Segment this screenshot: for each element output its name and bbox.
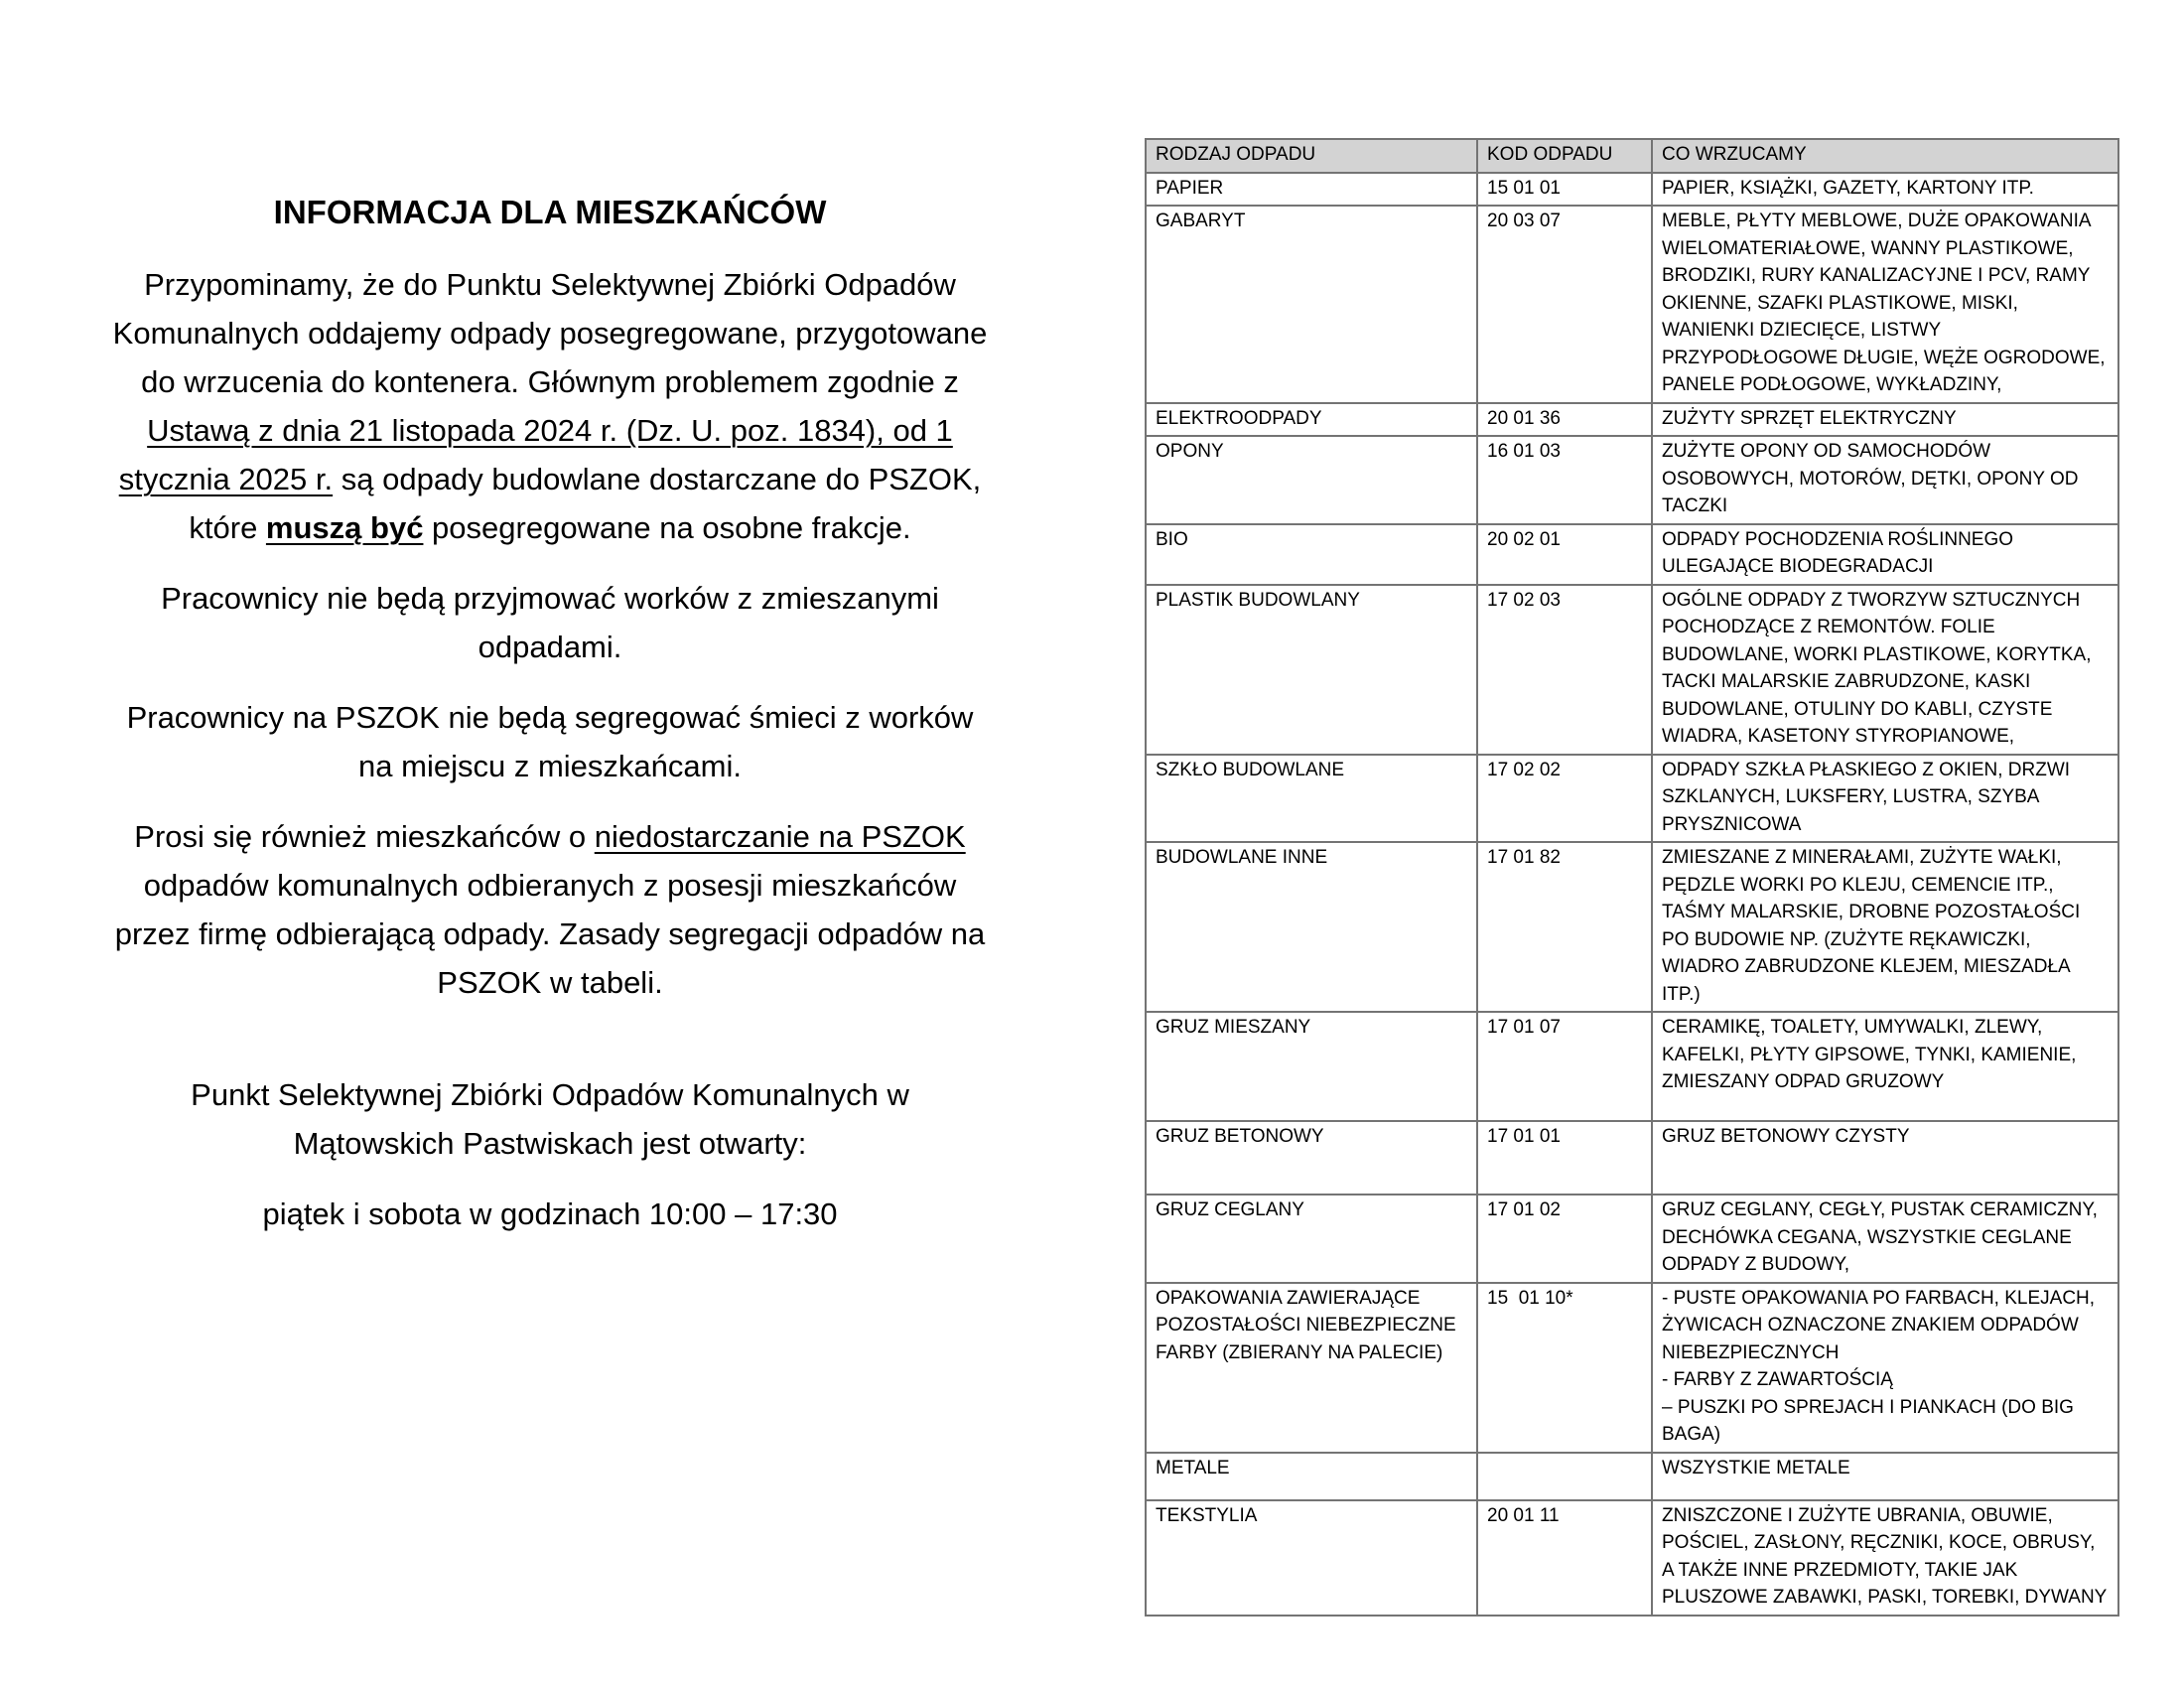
cell-kod-odpadu: 16 01 03 [1477, 436, 1652, 524]
cell-co-wrzucamy: ZUŻYTE OPONY OD SAMOCHODÓW OSOBOWYCH, MOTORÓW, DĘTKI, OPONY OD TACZKI [1652, 436, 2118, 524]
cell-rodzaj-odpadu: BUDOWLANE INNE [1146, 842, 1477, 1012]
cell-kod-odpadu: 15 01 01 [1477, 173, 1652, 207]
cell-co-wrzucamy: WSZYSTKIE METALE [1652, 1453, 2118, 1500]
table-row [1146, 585, 2118, 755]
table-row [1146, 206, 2118, 403]
cell-rodzaj-odpadu: TEKSTYLIA [1146, 1500, 1477, 1616]
text-segment: niedostarczanie na PSZOK [594, 819, 966, 854]
text-segment: muszą być [265, 510, 424, 545]
cell-kod-odpadu: 20 01 36 [1477, 403, 1652, 437]
cell-kod-odpadu: 17 01 07 [1477, 1012, 1652, 1121]
notice-paragraph-opening-hours-location [107, 1070, 993, 1168]
table-body [1146, 173, 2118, 1616]
table-row [1146, 1121, 2118, 1195]
cell-rodzaj-odpadu: GRUZ CEGLANY [1146, 1195, 1477, 1283]
text-segment: Prosi się również mieszkańców o [134, 819, 595, 854]
text-segment: są odpady budowlane dostarczane do PSZOK, które [189, 462, 982, 545]
cell-co-wrzucamy: PAPIER, KSIĄŻKI, GAZETY, KARTONY ITP. [1652, 173, 2118, 207]
column-header-kod-odpadu: KOD ODPADU [1477, 139, 1652, 173]
text-segment: Przypominamy, że do Punktu Selektywnej Zbiórki Odpadów Komunalnych oddajemy odpady posegregowane, przygotowane do wrzucenia do kontenera. Głównym problemem zgodnie z [112, 267, 988, 399]
cell-co-wrzucamy: ODPADY SZKŁA PŁASKIEGO Z OKIEN, DRZWI SZKLANYCH, LUKSFERY, LUSTRA, SZYBA PRYSZNICOWA [1652, 755, 2118, 843]
table-row [1146, 403, 2118, 437]
cell-kod-odpadu: 20 02 01 [1477, 524, 1652, 585]
text-segment: posegregowane na osobne frakcje. [423, 510, 911, 545]
cell-rodzaj-odpadu: GRUZ MIESZANY [1146, 1012, 1477, 1121]
cell-kod-odpadu: 17 02 02 [1477, 755, 1652, 843]
cell-co-wrzucamy: OGÓLNE ODPADY Z TWORZYW SZTUCZNYCH POCHODZĄCE Z REMONTÓW. FOLIE BUDOWLANE, WORKI PLASTIKOWE, KORYTKA, TACKI MALARSKIE ZABRUDZONE, KASKI BUDOWLANE, OTULINY DO KABLI, CZYSTE WIADRA, KASETONY STYROPIANOWE, [1652, 585, 2118, 755]
table-row [1146, 1012, 2118, 1121]
cell-rodzaj-odpadu: METALE [1146, 1453, 1477, 1500]
cell-rodzaj-odpadu: BIO [1146, 524, 1477, 585]
cell-co-wrzucamy: GRUZ BETONOWY CZYSTY [1652, 1121, 2118, 1195]
cell-rodzaj-odpadu: GABARYT [1146, 206, 1477, 403]
cell-co-wrzucamy: ODPADY POCHODZENIA ROŚLINNEGO ULEGAJĄCE BIODEGRADACJI [1652, 524, 2118, 585]
column-header-co-wrzucamy: CO WRZUCAMY [1652, 139, 2118, 173]
cell-co-wrzucamy: MEBLE, PŁYTY MEBLOWE, DUŻE OPAKOWANIA WIELOMATERIAŁOWE, WANNY PLASTIKOWE, BRODZIKI, RURY KANALIZACYJNE I PCV, RAMY OKIENNE, SZAFKI PLASTIKOWE, MISKI, WANIENKI DZIECIĘCE, LISTWY PRZYPODŁOGOWE DŁUGIE, WĘŻE OGRODOWE, PANELE PODŁOGOWE, WYKŁADZINY, [1652, 206, 2118, 403]
cell-rodzaj-odpadu: GRUZ BETONOWY [1146, 1121, 1477, 1195]
cell-kod-odpadu: 20 01 11 [1477, 1500, 1652, 1616]
cell-co-wrzucamy: ZNISZCZONE I ZUŻYTE UBRANIA, OBUWIE, POŚCIEL, ZASŁONY, RĘCZNIKI, KOCE, OBRUSY, A TAKŻE INNE PRZEDMIOTY, TAKIE JAK PLUSZOWE ZABAWKI, PASKI, TOREBKI, DYWANY [1652, 1500, 2118, 1616]
table-row [1146, 436, 2118, 524]
text-segment: Ustawą z dnia 21 listopada 2024 r. (Dz. U. poz. 1834), od 1 stycznia 2025 r. [118, 413, 953, 496]
table-row [1146, 755, 2118, 843]
table-row [1146, 524, 2118, 585]
cell-rodzaj-odpadu: SZKŁO BUDOWLANE [1146, 755, 1477, 843]
cell-kod-odpadu: 15 01 10* [1477, 1283, 1652, 1453]
notice-paragraph-3 [107, 693, 993, 790]
table-row [1146, 173, 2118, 207]
notice-title: INFORMACJA DLA MIESZKAŃCÓW [273, 194, 827, 230]
cell-kod-odpadu: 17 01 02 [1477, 1195, 1652, 1283]
cell-rodzaj-odpadu: OPAKOWANIA ZAWIERAJĄCE POZOSTAŁOŚCI NIEBEZPIECZNE FARBY (ZBIERANY NA PALECIE) [1146, 1283, 1477, 1453]
cell-co-wrzucamy: ZUŻYTY SPRZĘT ELEKTRYCZNY [1652, 403, 2118, 437]
cell-rodzaj-odpadu: OPONY [1146, 436, 1477, 524]
table-row [1146, 1283, 2118, 1453]
table-row [1146, 1500, 2118, 1616]
cell-kod-odpadu [1477, 1453, 1652, 1500]
notice-paragraph-opening-hours-time [107, 1190, 993, 1238]
table-row [1146, 1195, 2118, 1283]
table-row [1146, 1453, 2118, 1500]
table-row [1146, 842, 2118, 1012]
notice-paragraph-4 [107, 812, 993, 1007]
cell-kod-odpadu: 17 02 03 [1477, 585, 1652, 755]
text-segment: odpadów komunalnych odbieranych z posesji mieszkańców przez firmę odbierającą odpady. Zasady segregacji odpadów na PSZOK w tabeli. [114, 868, 986, 1000]
text-segment: Pracownicy nie będą przyjmować worków z zmieszanymi odpadami. [161, 581, 939, 664]
text-segment: Pracownicy na PSZOK nie będą segregować śmieci z worków na miejscu z mieszkańcami. [126, 700, 974, 783]
cell-co-wrzucamy: GRUZ CEGLANY, CEGŁY, PUSTAK CERAMICZNY, DECHÓWKA CEGANA, WSZYSTKIE CEGLANE ODPADY Z BUDOWY, [1652, 1195, 2118, 1283]
text-segment: piątek i sobota w godzinach 10:00 – 17:30 [262, 1196, 838, 1231]
waste-sorting-table [1145, 138, 2119, 1617]
cell-kod-odpadu: 17 01 82 [1477, 842, 1652, 1012]
text-segment: Punkt Selektywnej Zbiórki Odpadów Komunalnych w Mątowskich Pastwiskach jest otwarty: [191, 1077, 909, 1161]
cell-rodzaj-odpadu: ELEKTROODPADY [1146, 403, 1477, 437]
cell-co-wrzucamy: CERAMIKĘ, TOALETY, UMYWALKI, ZLEWY, KAFELKI, PŁYTY GIPSOWE, TYNKI, KAMIENIE, ZMIESZANY ODPAD GRUZOWY [1652, 1012, 2118, 1121]
cell-co-wrzucamy: - PUSTE OPAKOWANIA PO FARBACH, KLEJACH, ŻYWICACH OZNACZONE ZNAKIEM ODPADÓW NIEBEZPIECZNYCH - FARBY Z ZAWARTOŚCIĄ – PUSZKI PO SPREJACH I PIANKACH (DO BIG BAGA) [1652, 1283, 2118, 1453]
column-header-rodzaj-odpadu: RODZAJ ODPADU [1146, 139, 1477, 173]
cell-rodzaj-odpadu: PAPIER [1146, 173, 1477, 207]
notice-paragraph-1 [107, 260, 993, 552]
cell-co-wrzucamy: ZMIESZANE Z MINERAŁAMI, ZUŻYTE WAŁKI, PĘDZLE WORKI PO KLEJU, CEMENCIE ITP., TAŚMY MALARSKIE, DROBNE POZOSTAŁOŚCI PO BUDOWIE NP. (ZUŻYTE RĘKAWICZKI, WIADRO ZABRUDZONE KLEJEM, MIESZADŁA ITP.) [1652, 842, 2118, 1012]
table-header-row [1146, 139, 2118, 173]
cell-kod-odpadu: 20 03 07 [1477, 206, 1652, 403]
cell-kod-odpadu: 17 01 01 [1477, 1121, 1652, 1195]
notice-paragraph-2 [107, 574, 993, 671]
notice-panel [107, 191, 993, 1260]
cell-rodzaj-odpadu: PLASTIK BUDOWLANY [1146, 585, 1477, 755]
